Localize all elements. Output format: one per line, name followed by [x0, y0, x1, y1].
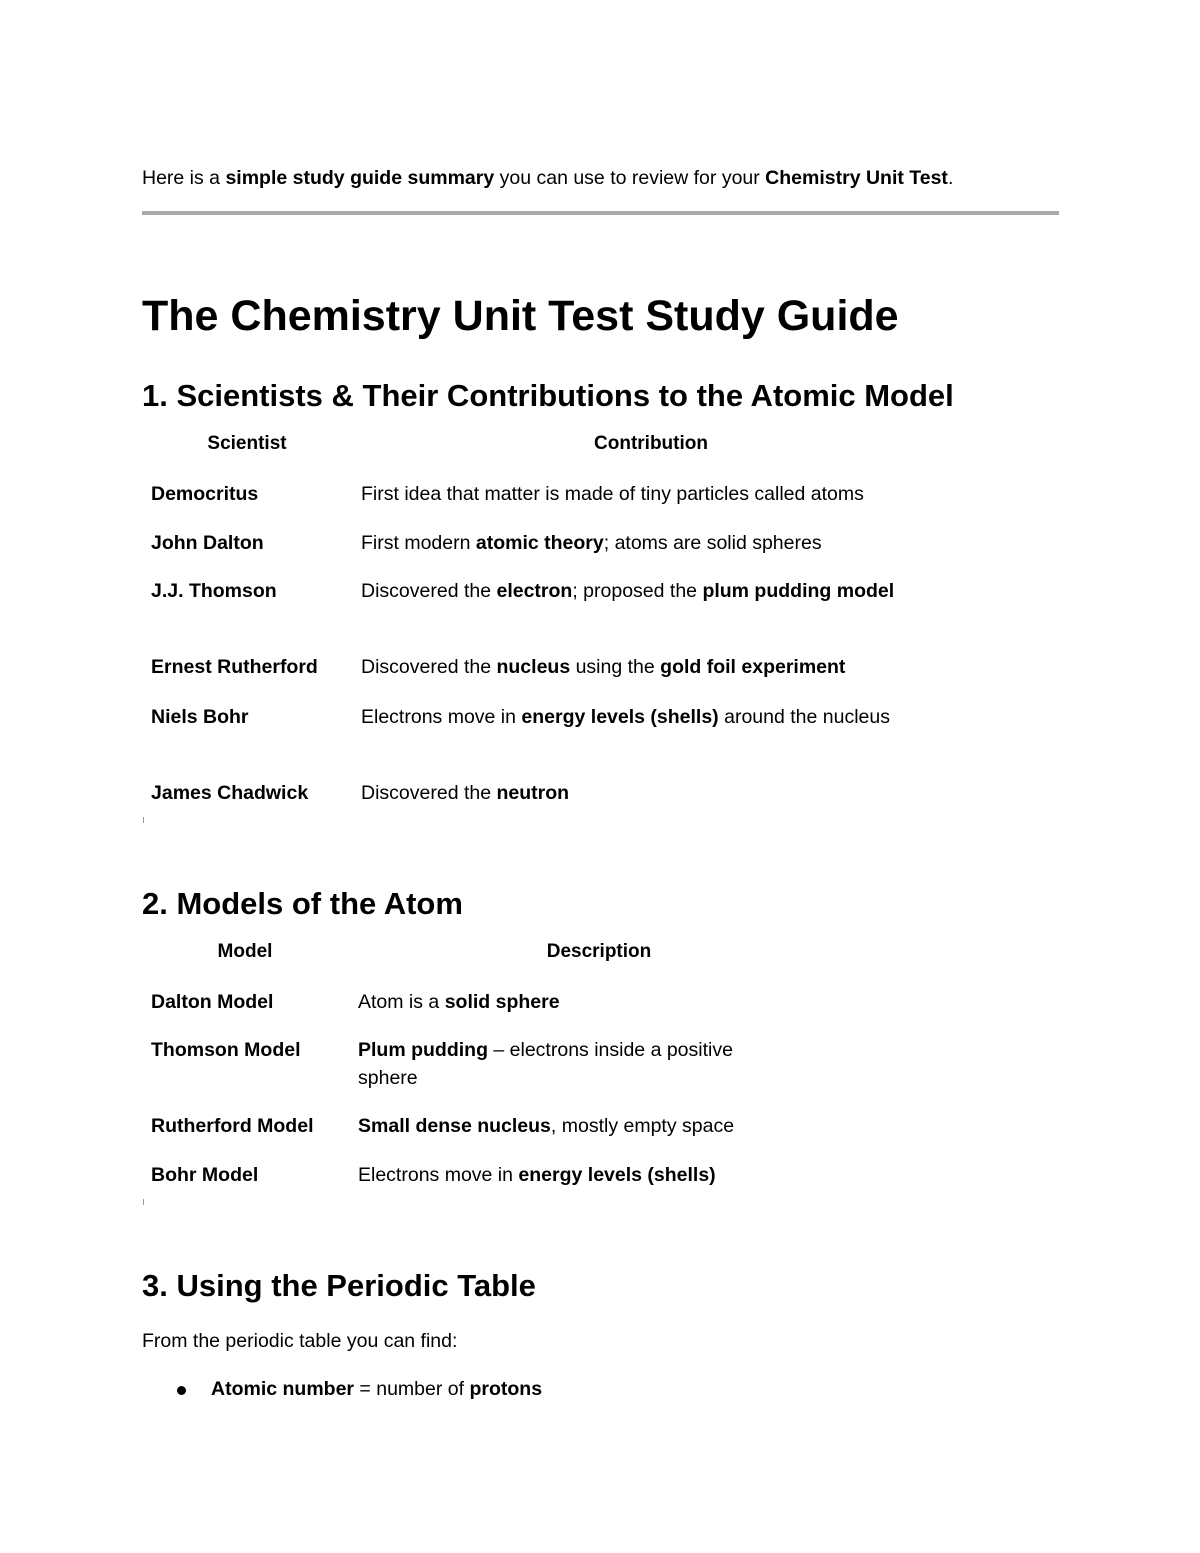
model-description: Small dense nucleus, mostly empty space [358, 1115, 735, 1137]
model-name: Dalton Model [151, 991, 274, 1013]
contribution-text: Discovered the nucleus using the gold foil experiment [361, 656, 846, 678]
model-description: Atom is a solid sphere [358, 991, 560, 1013]
contribution-text: Discovered the neutron [361, 782, 570, 804]
column-header-contribution: Contribution [594, 433, 708, 454]
contribution-text: Electrons move in energy levels (shells) around the nucleus [361, 706, 890, 728]
paragraph-mark [143, 817, 144, 823]
model-description: Plum pudding – electrons inside a positive sphere [358, 1039, 733, 1089]
page-title: The Chemistry Unit Test Study Guide [142, 292, 899, 340]
column-header-description: Description [546, 941, 652, 962]
contribution-text: First idea that matter is made of tiny particles called atoms [361, 483, 864, 505]
contribution-text: Discovered the electron; proposed the plum pudding model [361, 580, 895, 602]
bullet-text: Atomic number = number of protons [211, 1378, 543, 1400]
intro-text: Here is a simple study guide summary you can use to review for your Chemistry Unit Test. [142, 167, 954, 189]
section-3-heading: 3. Using the Periodic Table [142, 1268, 536, 1303]
column-header-scientist: Scientist [207, 433, 287, 454]
paragraph-mark [143, 1199, 144, 1205]
model-name: Thomson Model [151, 1039, 301, 1061]
scientist-name: Ernest Rutherford [151, 656, 318, 678]
contribution-text: First modern atomic theory; atoms are solid spheres [361, 532, 822, 554]
model-name: Rutherford Model [151, 1115, 314, 1137]
scientist-name: James Chadwick [151, 782, 309, 804]
model-name: Bohr Model [151, 1164, 259, 1186]
model-description: Electrons move in energy levels (shells) [358, 1164, 716, 1186]
section-2-heading: 2. Models of the Atom [142, 886, 463, 921]
scientist-name: Democritus [151, 483, 259, 505]
section-3-intro: From the periodic table you can find: [142, 1330, 458, 1352]
section-1-heading: 1. Scientists & Their Contributions to the Atomic Model [142, 378, 954, 413]
column-header-model: Model [217, 941, 273, 962]
scientist-name: John Dalton [151, 532, 264, 554]
scientist-name: J.J. Thomson [151, 580, 277, 602]
bullet-icon [177, 1386, 186, 1395]
scientist-name: Niels Bohr [151, 706, 249, 728]
horizontal-rule [142, 211, 1059, 215]
